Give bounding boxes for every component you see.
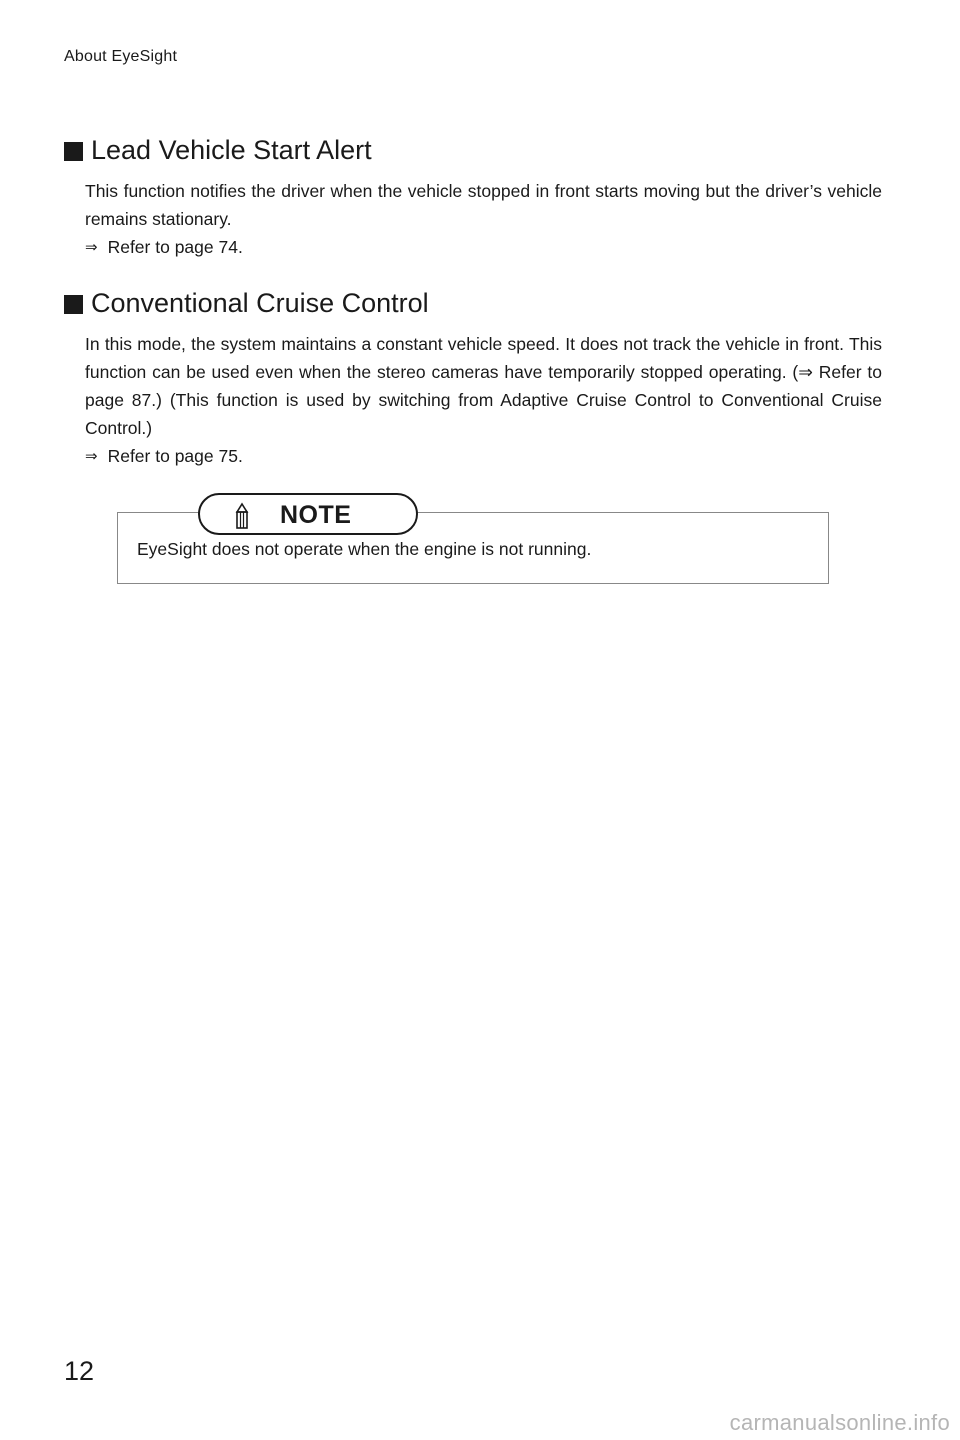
arrow-right-icon: ⇒ bbox=[85, 447, 98, 465]
page-reference bbox=[85, 233, 882, 261]
note-label: NOTE bbox=[280, 501, 352, 529]
section-heading bbox=[64, 133, 882, 167]
section-lead-vehicle-start-alert bbox=[64, 133, 882, 261]
square-bullet-icon bbox=[64, 295, 83, 314]
arrow-right-icon: ⇒ bbox=[85, 238, 98, 256]
watermark: carmanualsonline.info bbox=[729, 1410, 950, 1435]
running-head-title: About EyeSight bbox=[64, 48, 178, 65]
section-paragraph: This function notifies the driver when the vehicle stopped in front starts moving but the driver’s vehicle remains stationary. bbox=[85, 181, 882, 229]
page-number: 12 bbox=[64, 1356, 95, 1386]
section-body bbox=[85, 330, 882, 470]
square-bullet-icon bbox=[64, 142, 83, 161]
section-paragraph: In this mode, the system maintains a constant vehicle speed. It does not track the vehicle in front. This function can be used even when the stereo cameras have temporarily stopped operating. (⇒ Refer to page 87.) (This function is used by switching from Adaptive Cruise Control to Conventional Cruise Control.) bbox=[85, 334, 882, 438]
section-title: Lead Vehicle Start Alert bbox=[91, 135, 372, 165]
section-heading bbox=[64, 286, 882, 320]
pencil-icon bbox=[234, 501, 250, 531]
section-body bbox=[85, 177, 882, 261]
page-reference-text: Refer to page 75. bbox=[107, 446, 243, 466]
note-text: EyeSight does not operate when the engine is not running. bbox=[137, 539, 592, 559]
page-reference bbox=[85, 442, 882, 470]
section-conventional-cruise-control bbox=[64, 286, 882, 470]
section-title: Conventional Cruise Control bbox=[91, 288, 429, 318]
note-tab bbox=[198, 493, 418, 535]
page-reference-text: Refer to page 74. bbox=[107, 237, 243, 257]
